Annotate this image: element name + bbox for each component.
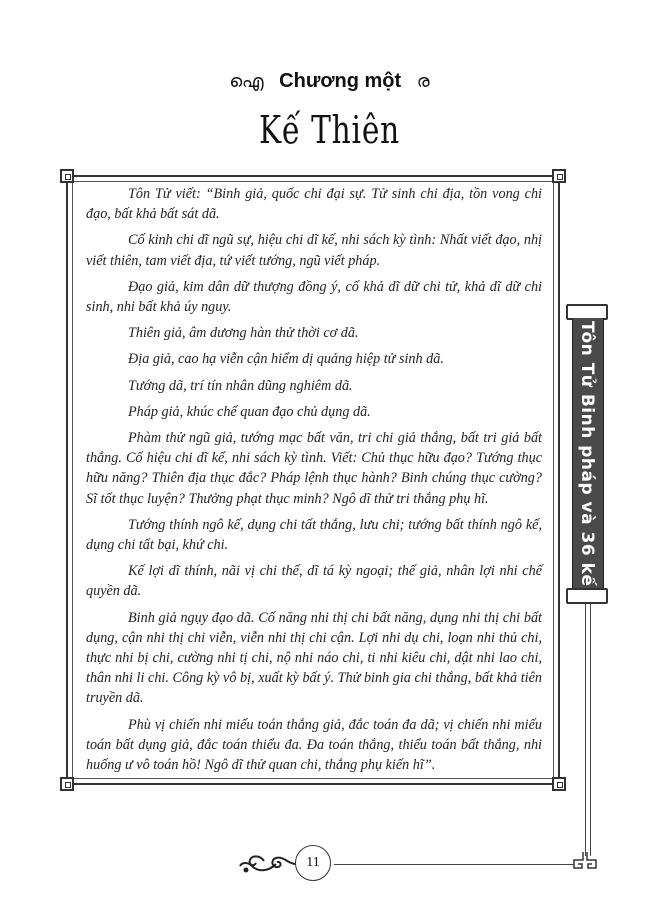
paragraph: Tướng dã, trí tín nhân dũng nghiêm dã. [128,377,353,394]
spine-cap-bottom [566,588,608,604]
page-number: 11 [295,845,331,881]
chapter-label-text: Chương một [279,70,402,92]
frame-corner-icon [60,169,74,183]
paragraph: Phù vị chiến nhi miếu toán thắng giả, đắc toán đa dã; vị chiến nhi miếu toán bất dụng giả, đắc toán thiểu đa. Đa toán thắng, thiểu toán bất thắng, nhi huống ư vô toán hồ! Ngô dĩ thử quan chi, thắng phụ kiến hĩ”. [86,716,542,774]
chapter-label [0,70,659,93]
paragraph: Kế lợi dĩ thính, nãi vị chi thế, dĩ tá kỳ ngoại; thế giả, nhân lợi nhi chế quyền dã. [86,563,542,600]
paragraph: Cố kinh chi dĩ ngũ sự, hiệu chi dĩ kế, nhi sách kỳ tình: Nhất viết đạo, nhị viết thiên, tam viết địa, tứ viết tướng, ngũ viết pháp. [86,232,542,269]
paragraph: Phàm thử ngũ giả, tướng mạc bất văn, tri chi giả thắng, bất tri giả bất thắng. Cố hiệu chi dĩ kế, nhi sách kỳ tình. Viết: Chủ thục hữu đạo? Tướng thục hữu năng? Thiên địa thục đắc? Pháp lệnh thục hành? Binh chúng thục cường? Sĩ tốt thục luyện? Thưởng phạt thục minh? Ngô dĩ thử tri thắng phụ hĩ. [86,430,542,507]
spine-rail [585,604,591,856]
paragraph: Tướng thính ngô kế, dụng chi tất thắng, lưu chi; tướng bất thính ngô kế, dụng chi tất bại, khứ chi. [86,516,542,554]
paragraph: Địa giả, cao hạ viễn cận hiểm dị quảng hiệp tử sinh dã. [128,351,444,368]
footer-floral-ornament-icon [238,852,298,876]
footer-rule [334,864,574,865]
ornament-right-icon: ര [416,71,430,91]
paragraph: Pháp giả, khúc chế quan đạo chủ dụng dã. [128,403,371,420]
ornament-left-icon: ഐ [229,71,264,91]
paragraph: Binh giả ngụy đạo dã. Cố năng nhi thị chi bất năng, dụng nhi thị chi bất dụng, cận nhi thị chi viễn, viễn nhi thị chi cận. Lợi nhi dụ chi, loạn nhi thủ chi, thực nhi bị chi, cường nhi tị chi, nộ nhi náo chi, ti nhi kiêu chi, dật nhi lao chi, thân nhi li chi. Công kỳ vô bị, xuất kỳ bất ý. Thử binh gia chi thắng, bất khả tiên truyền dã. [86,609,542,707]
book-spine-tab [566,304,608,604]
frame-corner-icon [552,777,566,791]
body-text [86,184,542,781]
rail-foot-ornament-icon [570,852,600,870]
paragraph: Tôn Tử viết: “Binh giả, quốc chi đại sự. Tử sinh chi địa, tồn vong chi đạo, bất khả bất sát dã. [86,186,542,223]
frame-corner-icon [552,169,566,183]
frame-corner-icon [60,777,74,791]
book-title-vertical: Tôn Tử Binh pháp và 36 kế [577,321,597,587]
chapter-title: Kế Thiên [258,108,401,152]
paragraph: Đạo giả, kim dân dữ thượng đồng ý, cố khả dĩ dữ chi tử, khả dĩ dữ chi sinh, nhi bất khả úy nguy. [86,278,542,316]
paragraph: Thiên giả, âm dương hàn thử thời cơ dã. [128,325,359,342]
